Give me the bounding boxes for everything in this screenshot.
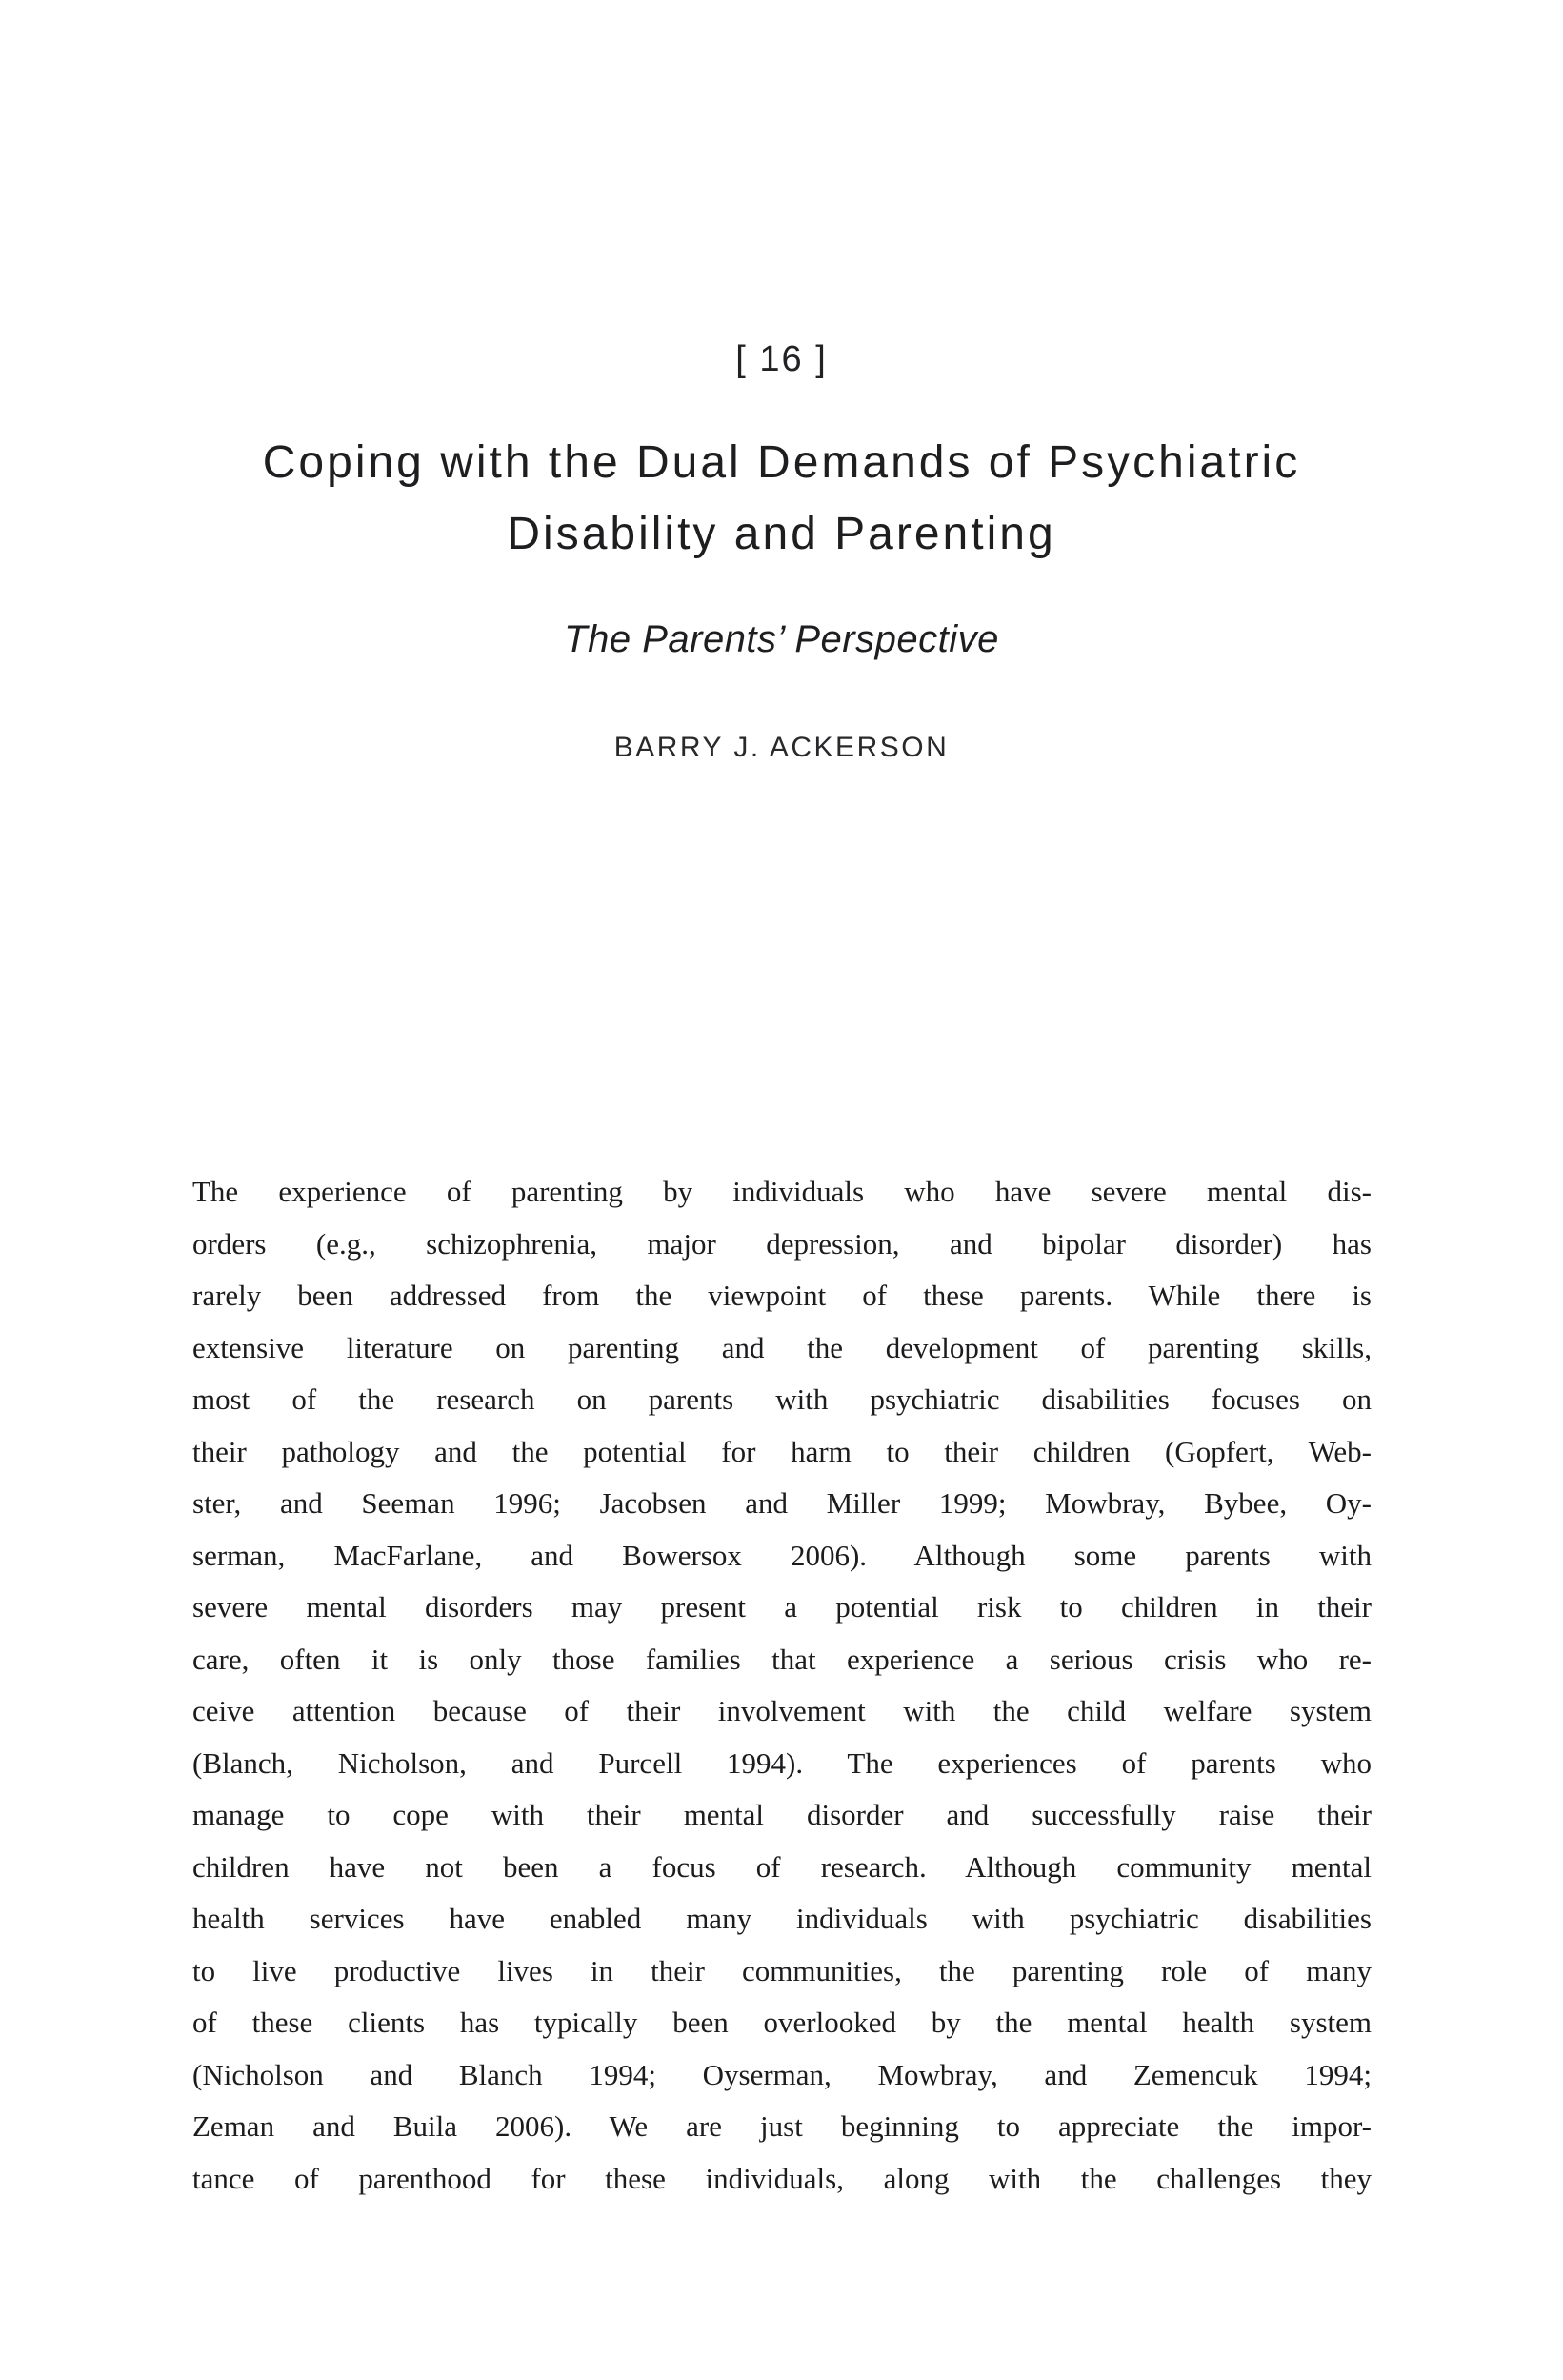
- chapter-number: [ 16 ]: [735, 339, 828, 379]
- body-line: Zeman and Buila 2006). We are just beginning to appreciate the impor-: [192, 2109, 1372, 2143]
- body-line: ster, and Seeman 1996; Jacobsen and Miller 1999; Mowbray, Bybee, Oy-: [192, 1486, 1372, 1520]
- body-line: children have not been a focus of research. Although community mental: [192, 1849, 1372, 1884]
- body-line: of these clients has typically been overlooked by the mental health system: [192, 2006, 1372, 2039]
- body-line: severe mental disorders may present a potential risk to children in their: [192, 1590, 1372, 1624]
- chapter-title: [0, 427, 1563, 570]
- body-line: (Blanch, Nicholson, and Purcell 1994). The experiences of parents who: [192, 1745, 1372, 1780]
- chapter-subtitle: The Parents’ Perspective: [564, 618, 999, 660]
- body-line: (Nicholson and Blanch 1994; Oyserman, Mowbray, and Zemencuk 1994;: [192, 2057, 1372, 2091]
- body-line: tance of parenthood for these individuals, along with the challenges they: [192, 2161, 1372, 2195]
- body-line: health services have enabled many individuals with psychiatric disabilities: [192, 1902, 1372, 1935]
- body-line: The experience of parenting by individuals who have severe mental dis-: [192, 1175, 1372, 1208]
- body-line: orders (e.g., schizophrenia, major depression, and bipolar disorder) has: [192, 1226, 1372, 1261]
- chapter-title-line-1: Coping with the Dual Demands of Psychiatric: [262, 437, 1301, 488]
- body-line: most of the research on parents with psychiatric disabilities focuses on: [192, 1382, 1372, 1416]
- body-line: care, often it is only those families that experience a serious crisis who re-: [192, 1642, 1372, 1676]
- author-name: BARRY J. ACKERSON: [613, 732, 950, 763]
- body-line: to live productive lives in their communities, the parenting role of many: [192, 1953, 1372, 1987]
- body-paragraph: [192, 1166, 1372, 2205]
- body-line: manage to cope with their mental disorder and successfully raise their: [192, 1798, 1372, 1831]
- chapter-title-line-2: Disability and Parenting: [507, 509, 1056, 559]
- body-line: ceive attention because of their involvement with the child welfare system: [192, 1694, 1372, 1727]
- body-line: rarely been addressed from the viewpoint of these parents. While there is: [192, 1279, 1372, 1312]
- body-line: their pathology and the potential for harm to their children (Gopfert, Web-: [192, 1434, 1372, 1468]
- body-line: serman, MacFarlane, and Bowersox 2006). Although some parents with: [192, 1538, 1372, 1572]
- body-line: extensive literature on parenting and the development of parenting skills,: [192, 1330, 1372, 1364]
